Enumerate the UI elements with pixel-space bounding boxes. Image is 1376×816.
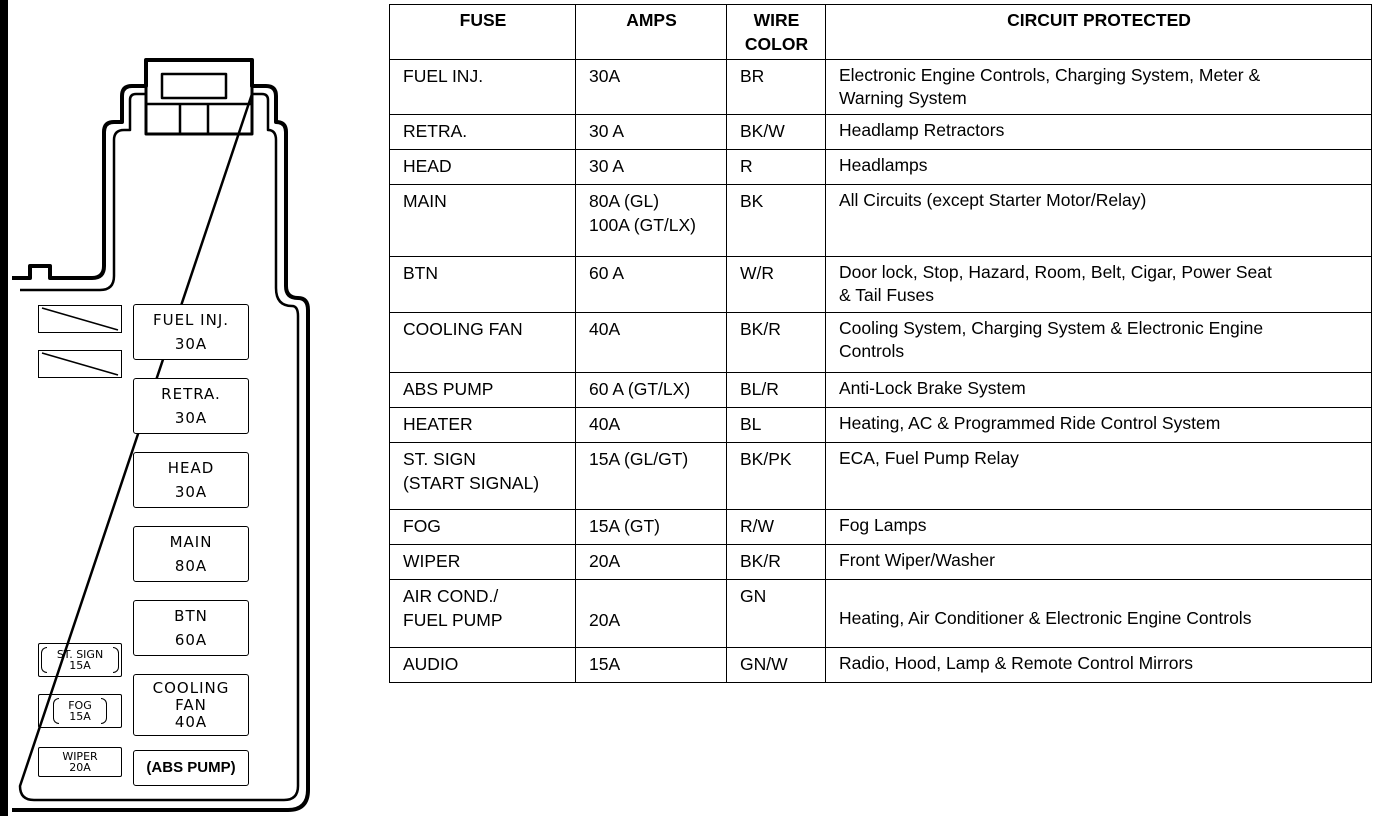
- cell-text: Headlamps: [839, 155, 928, 175]
- cell-amps: [576, 185, 727, 257]
- cell-amps: [576, 150, 727, 185]
- cell-fuse: [390, 150, 576, 185]
- cell-fuse: [390, 510, 576, 545]
- cell-text: FUEL PUMP: [403, 610, 503, 630]
- cell-wire: [727, 580, 826, 648]
- cell-text: Warning System: [839, 88, 967, 108]
- fuse-label: MAIN: [169, 533, 213, 551]
- cell-text: 15A (GL/GT): [589, 449, 689, 469]
- fuse-label: BTN: [174, 607, 208, 625]
- table-row: [390, 580, 1372, 648]
- table-row: [390, 313, 1372, 373]
- empty-fuse-slot: [38, 305, 122, 333]
- cell-wire: [727, 510, 826, 545]
- fuse-amps: 30A: [174, 483, 208, 501]
- bracket-left: [41, 647, 47, 673]
- cell-text: BK: [740, 191, 764, 211]
- cell-text: 30A: [589, 66, 621, 86]
- fuse-amps: 30A: [174, 409, 208, 427]
- fuse-fog: [38, 694, 122, 728]
- header-text: WIRE: [753, 10, 800, 30]
- cell-amps: [576, 60, 727, 115]
- cell-text: Controls: [839, 341, 905, 361]
- fuse-amps: 15A: [69, 659, 91, 672]
- cell-circuit: [826, 545, 1372, 580]
- cell-wire: [727, 545, 826, 580]
- cell-fuse: [390, 313, 576, 373]
- cell-circuit: [826, 443, 1372, 510]
- fuse-box-diagram: [0, 0, 320, 816]
- cell-text: 30 A: [589, 121, 625, 141]
- cell-text: Radio, Hood, Lamp & Remote Control Mirrors: [839, 653, 1194, 673]
- fuse-label: FOG: [68, 699, 92, 712]
- cell-amps: [576, 408, 727, 443]
- cell-text: BL: [740, 414, 762, 434]
- bracket-left: [53, 698, 59, 724]
- table-row: [390, 443, 1372, 510]
- fuse-amps: 60A: [174, 631, 208, 649]
- fuse-abs-pump: [133, 750, 249, 786]
- cell-circuit: [826, 510, 1372, 545]
- cell-amps: [576, 580, 727, 648]
- column-header-circuit-protected: [826, 5, 1372, 60]
- table-row: [390, 150, 1372, 185]
- table-row: [390, 257, 1372, 313]
- table-row: [390, 510, 1372, 545]
- cell-amps: [576, 257, 727, 313]
- cell-fuse: [390, 60, 576, 115]
- fuse-label: FAN: [175, 695, 207, 714]
- cell-text: BL/R: [740, 379, 779, 399]
- cell-wire: [727, 115, 826, 150]
- fuse-btn: [133, 600, 249, 656]
- cell-text: COOLING FAN: [403, 319, 523, 339]
- bracket-right: [113, 647, 119, 673]
- cell-circuit: [826, 60, 1372, 115]
- table-body: [390, 60, 1372, 683]
- cell-amps: [576, 648, 727, 683]
- cell-text: ECA, Fuel Pump Relay: [839, 448, 1019, 468]
- table-row: [390, 60, 1372, 115]
- cell-text: HEATER: [403, 414, 473, 434]
- cell-circuit: [826, 313, 1372, 373]
- cell-text: WIPER: [403, 551, 461, 571]
- fuse-wiper: [38, 747, 122, 777]
- cell-text: 100A (GT/LX): [589, 215, 696, 235]
- header-text: CIRCUIT PROTECTED: [1007, 10, 1191, 30]
- cell-text: FOG: [403, 516, 441, 536]
- cell-fuse: [390, 373, 576, 408]
- cell-text: W/R: [740, 263, 775, 283]
- cell-amps: [576, 115, 727, 150]
- fuse-amps: 40A: [174, 712, 208, 731]
- cell-amps: [576, 313, 727, 373]
- cell-text: All Circuits (except Starter Motor/Relay): [839, 190, 1147, 210]
- fuse-label: (ABS PUMP): [146, 759, 236, 776]
- cell-text: & Tail Fuses: [839, 285, 934, 305]
- cell-fuse: [390, 408, 576, 443]
- cell-text: 20A: [589, 551, 621, 571]
- cell-circuit: [826, 373, 1372, 408]
- fuse-table: [389, 4, 1372, 683]
- fuse-amps: 20A: [69, 761, 91, 774]
- cell-text: 40A: [589, 319, 621, 339]
- cell-circuit: [826, 580, 1372, 648]
- cell-wire: [727, 313, 826, 373]
- cell-wire: [727, 373, 826, 408]
- column-header-fuse: [390, 5, 576, 60]
- cell-text: AIR COND./: [403, 586, 499, 606]
- cell-text: FUEL INJ.: [403, 66, 484, 86]
- cell-text: Door lock, Stop, Hazard, Room, Belt, Cigar, Power Seat: [839, 262, 1272, 282]
- column-header-wire-color: [727, 5, 826, 60]
- cell-text: Heating, Air Conditioner & Electronic Engine Controls: [839, 608, 1252, 628]
- cell-text: BK/PK: [740, 449, 792, 469]
- cell-text: 15A (GT): [589, 516, 660, 536]
- fuse-main: [133, 526, 249, 582]
- cell-text: Headlamp Retractors: [839, 120, 1005, 140]
- cell-text: Heating, AC & Programmed Ride Control System: [839, 413, 1221, 433]
- fuse-label: HEAD: [167, 459, 215, 477]
- fuse-label: WIPER: [62, 750, 98, 763]
- cell-wire: [727, 60, 826, 115]
- table-header-row: [390, 5, 1372, 60]
- fuse-fuel-inj: [133, 304, 249, 360]
- empty-fuse-slot: [38, 350, 122, 378]
- cell-wire: [727, 257, 826, 313]
- cell-text: GN: [740, 586, 767, 606]
- cell-text: Electronic Engine Controls, Charging System, Meter &: [839, 65, 1261, 85]
- cell-fuse: [390, 648, 576, 683]
- cell-circuit: [826, 115, 1372, 150]
- cell-text: ABS PUMP: [403, 379, 494, 399]
- cell-text: RETRA.: [403, 121, 468, 141]
- cell-amps: [576, 443, 727, 510]
- column-header-amps: [576, 5, 727, 60]
- cell-wire: [727, 648, 826, 683]
- cell-circuit: [826, 257, 1372, 313]
- fuse-st-sign: [38, 643, 122, 677]
- fuse-label: COOLING: [152, 678, 230, 697]
- cell-text: BK/R: [740, 319, 781, 339]
- cell-amps: [576, 545, 727, 580]
- fuse-amps: 80A: [174, 557, 208, 575]
- cell-text: BTN: [403, 263, 438, 283]
- cell-circuit: [826, 408, 1372, 443]
- cell-text: GN/W: [740, 654, 788, 674]
- cell-wire: [727, 185, 826, 257]
- cell-text: 20A: [589, 610, 621, 630]
- cell-text: 30 A: [589, 156, 625, 176]
- bracket-right: [101, 698, 107, 724]
- cell-text: Front Wiper/Washer: [839, 550, 995, 570]
- fuse-label: RETRA.: [161, 385, 221, 403]
- cell-text: Fog Lamps: [839, 515, 927, 535]
- cell-text: R: [740, 156, 753, 176]
- fuse-amps: 15A: [69, 710, 91, 723]
- header-text: FUSE: [459, 10, 507, 30]
- cell-text: BK/W: [740, 121, 785, 141]
- cell-text: Cooling System, Charging System & Electronic Engine: [839, 318, 1264, 338]
- cell-text: (START SIGNAL): [403, 473, 540, 493]
- cell-wire: [727, 150, 826, 185]
- cell-text: BK/R: [740, 551, 781, 571]
- cell-text: HEAD: [403, 156, 452, 176]
- table-row: [390, 545, 1372, 580]
- cell-wire: [727, 443, 826, 510]
- cell-text: BR: [740, 66, 765, 86]
- cell-fuse: [390, 115, 576, 150]
- cell-text: 60 A (GT/LX): [589, 379, 691, 399]
- cell-text: 80A (GL): [589, 191, 660, 211]
- cell-text: MAIN: [403, 191, 447, 211]
- cell-text: Anti-Lock Brake System: [839, 378, 1026, 398]
- cell-text: 40A: [589, 414, 621, 434]
- table-row: [390, 408, 1372, 443]
- cell-text: AUDIO: [403, 654, 459, 674]
- fuse-label: ST. SIGN: [56, 648, 104, 661]
- cell-text: 15A: [589, 654, 621, 674]
- cell-circuit: [826, 185, 1372, 257]
- table-row: [390, 185, 1372, 257]
- cell-wire: [727, 408, 826, 443]
- cell-fuse: [390, 185, 576, 257]
- header-text: AMPS: [626, 10, 677, 30]
- table-row: [390, 115, 1372, 150]
- cell-fuse: [390, 443, 576, 510]
- table-row: [390, 648, 1372, 683]
- fuse-head: [133, 452, 249, 508]
- cell-fuse: [390, 545, 576, 580]
- cell-circuit: [826, 648, 1372, 683]
- cell-amps: [576, 510, 727, 545]
- header-text: COLOR: [744, 34, 809, 54]
- table-row: [390, 373, 1372, 408]
- cell-fuse: [390, 580, 576, 648]
- cell-circuit: [826, 150, 1372, 185]
- fuse-label: FUEL INJ.: [152, 311, 230, 329]
- cell-fuse: [390, 257, 576, 313]
- fuse-retra: [133, 378, 249, 434]
- fuse-amps: 30A: [174, 335, 208, 353]
- cell-text: R/W: [740, 516, 775, 536]
- cell-text: ST. SIGN: [403, 449, 476, 469]
- fuse-cooling-fan: [133, 674, 249, 736]
- cell-text: 60 A: [589, 263, 625, 283]
- cell-amps: [576, 373, 727, 408]
